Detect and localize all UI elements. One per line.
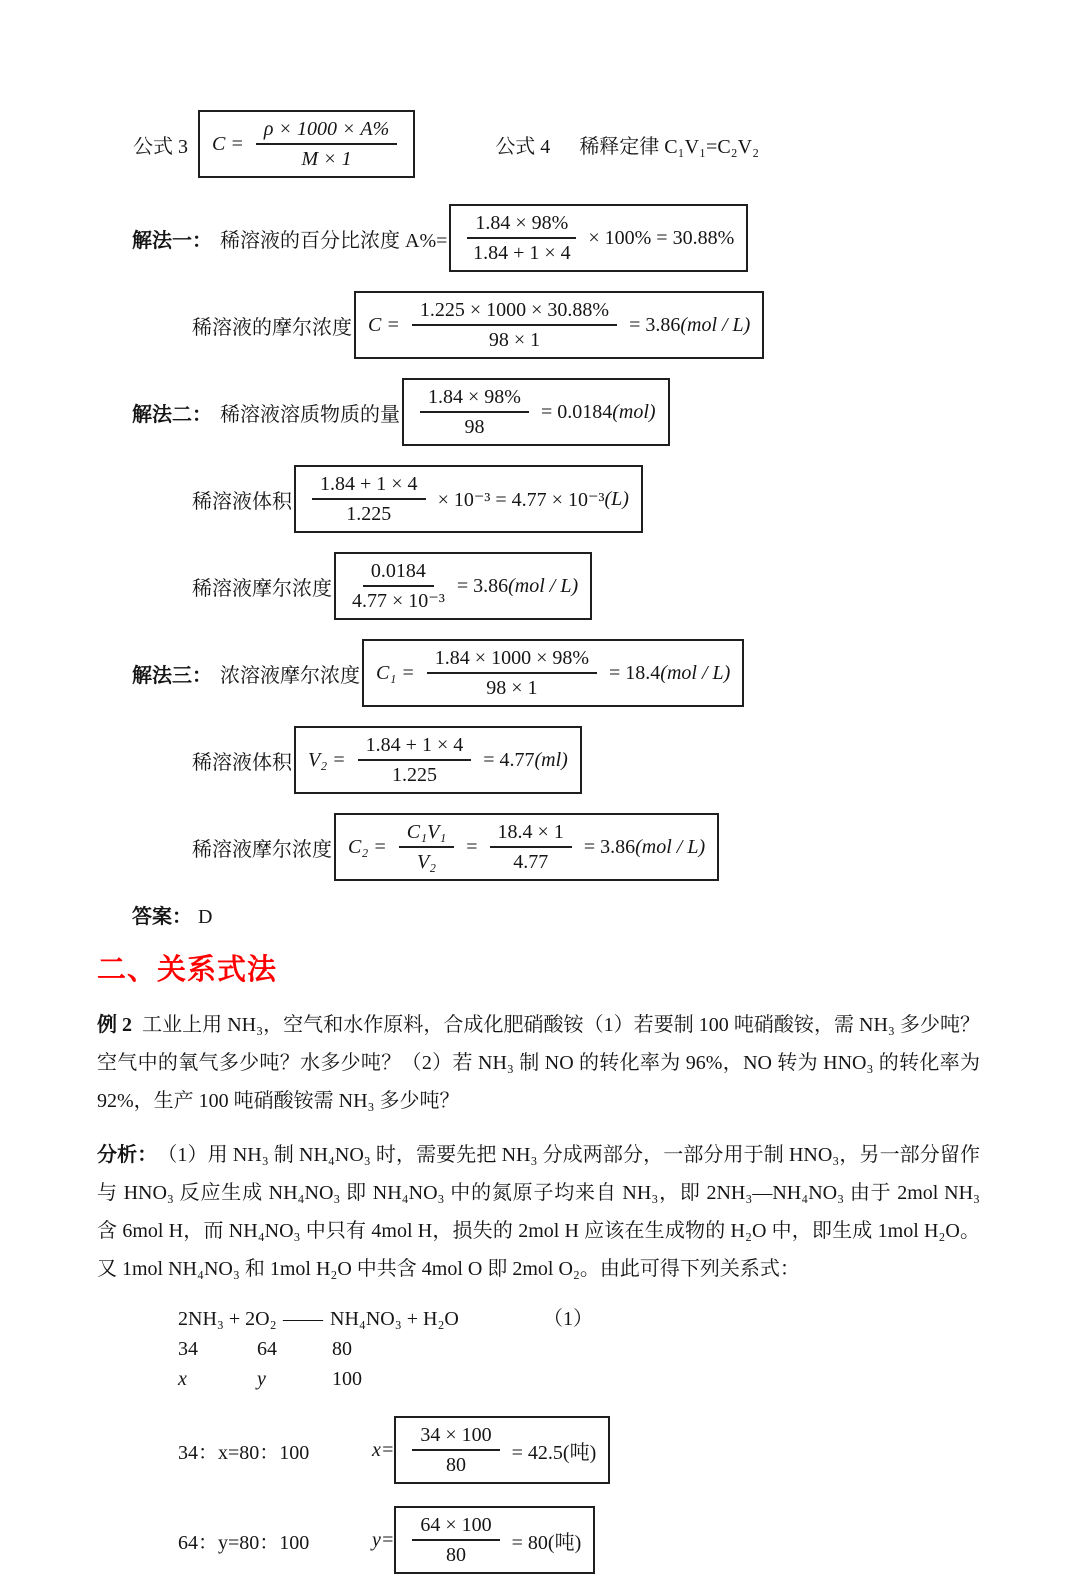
example-paragraph (97, 1006, 980, 1120)
fraction-numerator: 1.84 × 98% (467, 210, 576, 239)
fraction-denominator: 80 (446, 1544, 467, 1566)
formula-result: = 80(吨) (511, 1531, 582, 1554)
fraction-numerator: 1.84 + 1 × 4 (358, 732, 472, 761)
fraction-denominator: V₂ (416, 851, 437, 873)
fraction-numerator: 1.84 + 1 × 4 (312, 471, 426, 500)
ratio-row-y (178, 1506, 980, 1574)
fraction-numeric (490, 819, 572, 875)
equation-left: 2NH₃ + 2O₂ (178, 1308, 277, 1330)
ratio-lhs: x= (372, 1438, 395, 1461)
fraction (467, 210, 576, 266)
step-desc: 稀溶液的摩尔浓度 (192, 316, 352, 339)
analysis-text: （1）用 NH₃ 制 NH₄NO₃ 时，需要先把 NH₃ 分成两部分，一部分用于制 HNO₃，另一部分留作与 HNO₃ 反应生成 NH₄NO₃ 即 NH₄NO₃ 中的氮原子均来自 NH₃，即 2NH₃—NH₄NO₃ 由于 2mol NH₃ 含 6mol H，而 NH₄NO₃ 中只有 4mol H，损失的 2mol H 应该在生成物的 H₂O 中，即生成 1mol H₂O。又 1mol NH₄NO₃ 和 1mol H₂O 中共含 4mol O 即 2mol O₂。由此可得下列关系式： (97, 1144, 980, 1280)
solution-row-6 (132, 639, 980, 707)
method-label: 解法二： (132, 403, 212, 426)
fraction-denominator: 4.77 (513, 851, 549, 873)
fraction-denominator: M × 1 (301, 148, 352, 170)
formula-unit: (mol / L) (680, 313, 751, 336)
fraction-denominator: 80 (446, 1454, 467, 1476)
fraction (420, 384, 529, 440)
fraction-symbolic (399, 819, 454, 875)
fraction-numerator: 1.84 × 1000 × 98% (427, 645, 597, 674)
fraction-numerator: 0.0184 (363, 558, 434, 587)
example-label: 例 2 (97, 1014, 133, 1036)
step-desc: 稀溶液体积 (192, 751, 292, 774)
answer-label: 答案： (132, 906, 192, 928)
formula-unit: (ml) (534, 748, 568, 771)
formula-result: = 18.4 (609, 661, 661, 684)
relation-equation (178, 1304, 980, 1334)
section-heading: 二、关系式法 (97, 954, 278, 986)
formula-result: = 42.5(吨) (511, 1441, 597, 1464)
fraction (312, 471, 426, 527)
formula-3-box (198, 110, 415, 178)
fraction (412, 1422, 499, 1478)
ratio-row-x (178, 1416, 980, 1484)
step-desc: 稀溶液体积 (192, 490, 292, 513)
fraction-numerator: ρ × 1000 × A% (256, 116, 397, 145)
method-label: 解法一： (132, 229, 212, 252)
example-text: 工业上用 NH₃，空气和水作原料，合成化肥硝酸铵（1）若要制 100 吨硝酸铵，需 NH₃ 多少吨？空气中的氧气多少吨？水多少吨？（2）若 NH₃ 制 NO 的转化率为 96%，NO 转为 HNO₃ 的转化率为 92%，生产 100 吨硝酸铵需 NH₃ 多少吨？ (97, 1014, 981, 1112)
formula-result: = 3.86 (629, 313, 681, 336)
solution-row-2 (192, 291, 980, 359)
solution-row-1 (132, 204, 980, 272)
formula-lhs: C₁ = (376, 661, 415, 684)
equals-sign: = (466, 835, 478, 858)
step-desc: 稀溶液摩尔浓度 (192, 838, 332, 861)
fraction-denominator: 1.225 (391, 764, 437, 786)
fraction-denominator: 1.84 + 1 × 4 (473, 242, 571, 264)
formula-box (334, 813, 719, 881)
equation-dash: —— (283, 1308, 323, 1330)
solutions (97, 204, 980, 881)
equation-number: （1） (543, 1308, 593, 1330)
formula-box (294, 465, 643, 533)
step-desc: 稀溶液的百分比浓度 A%= (220, 229, 448, 252)
formula-box (402, 378, 670, 446)
answer-line (132, 900, 980, 929)
solution-row-3 (132, 378, 980, 446)
step-desc: 稀溶液摩尔浓度 (192, 577, 332, 600)
formula-result: × 100% = 30.88% (588, 226, 735, 249)
formula-lhs: C₂ = (348, 835, 387, 858)
formula-box (294, 726, 582, 794)
fraction (358, 732, 472, 788)
solution-row-7 (192, 726, 980, 794)
fraction-numerator: 34 × 100 (412, 1422, 499, 1451)
formula-unit: (L) (604, 487, 629, 510)
formula-box (362, 639, 744, 707)
solution-row-4 (192, 465, 980, 533)
fraction (412, 297, 617, 353)
analysis-paragraph (97, 1136, 980, 1288)
formula-result: × 10⁻³ = 4.77 × 10⁻³ (437, 488, 605, 511)
fraction-denominator: 98 × 1 (486, 677, 538, 699)
fraction-denominator: 98 (464, 416, 485, 438)
solution-row-5 (192, 552, 980, 620)
formula-4 (495, 130, 759, 159)
molar-mass-line (178, 1334, 980, 1364)
mass-nh3: 34 (178, 1338, 198, 1360)
fraction-numerator: 1.84 × 98% (420, 384, 529, 413)
formula-box (354, 291, 764, 359)
formula-box (449, 204, 748, 272)
equation-right: NH₄NO₃ + H₂O (330, 1308, 459, 1330)
formula-unit: (mol / L) (660, 661, 731, 684)
fraction-denominator: 98 × 1 (488, 329, 541, 351)
fraction-denominator: 1.225 (346, 503, 392, 525)
formula-4-label: 公式 4 (495, 135, 551, 158)
formula-result: = 3.86 (583, 835, 636, 858)
relation-equation-block (178, 1304, 980, 1394)
formula-result: = 4.77 (483, 748, 535, 771)
formula-3-lhs: C = (212, 132, 244, 155)
formula-unit: (mol / L) (635, 835, 706, 858)
formula-4-text: 稀释定律 C₁V₁=C₂V₂ (579, 135, 760, 158)
ratio-lhs: y= (372, 1528, 395, 1551)
formula-lhs: C = (368, 313, 400, 336)
ratio-proportion: 34：x=80：100 (178, 1441, 310, 1464)
fraction (412, 1512, 499, 1568)
formula-3-fraction (256, 116, 397, 172)
var-x: x (178, 1368, 187, 1390)
formula-box (394, 1506, 595, 1574)
fraction-denominator: 4.77 × 10⁻³ (352, 590, 445, 612)
fraction (427, 645, 597, 701)
formula-result: = 0.0184 (540, 400, 613, 423)
method-label: 解法三： (132, 664, 212, 687)
answer-value: D (198, 906, 213, 928)
formula-result: = 3.86 (456, 574, 509, 597)
ratio-proportion: 64：y=80：100 (178, 1531, 310, 1554)
fraction-numerator: 1.225 × 1000 × 30.88% (412, 297, 617, 326)
formula-box (334, 552, 592, 620)
unknown-line (178, 1364, 980, 1394)
formula-3-label: 公式 3 (133, 135, 188, 158)
analysis-label: 分析： (97, 1144, 158, 1166)
formula-unit: (mol / L) (508, 574, 579, 597)
formula-unit: (mol) (612, 400, 656, 423)
mass-nh4no3: 80 (332, 1338, 352, 1360)
fraction (352, 558, 445, 614)
formulas-row (133, 110, 980, 178)
step-desc: 稀溶液溶质物质的量 (220, 403, 400, 426)
fraction-numerator: 18.4 × 1 (490, 819, 572, 848)
fraction-numerator: 64 × 100 (412, 1512, 499, 1541)
formula-box (394, 1416, 610, 1484)
fraction-numerator: C₁V₁ (399, 819, 454, 848)
formula-lhs: V₂ = (308, 748, 346, 771)
solution-row-8 (192, 813, 980, 881)
mass-o2: 64 (257, 1338, 277, 1360)
step-desc: 浓溶液摩尔浓度 (220, 664, 360, 687)
target-mass: 100 (332, 1368, 362, 1390)
var-y: y (257, 1368, 266, 1390)
